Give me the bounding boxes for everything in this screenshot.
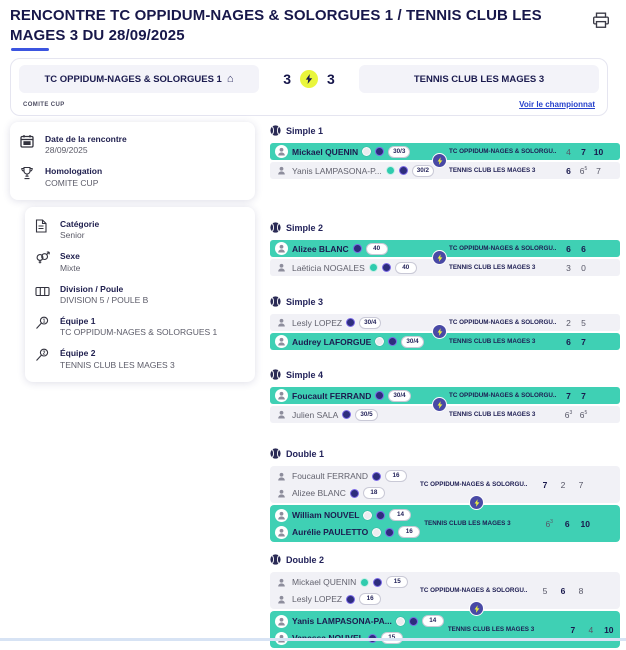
- match-section-double-2: [270, 553, 620, 650]
- person-icon: [275, 615, 288, 628]
- person-icon: [275, 509, 288, 522]
- match-label: Simple 4: [286, 370, 324, 380]
- document-icon: [35, 218, 51, 241]
- person-icon: [275, 242, 288, 255]
- racket-2-icon: [35, 347, 51, 370]
- medal-badge-icon: [409, 617, 418, 626]
- person-icon: [275, 335, 288, 348]
- set-score: 7: [570, 624, 576, 635]
- person-icon: [275, 576, 288, 589]
- set-score: 7: [578, 479, 584, 490]
- doubles-side[interactable]: [270, 572, 620, 609]
- player-name: Yanis LAMPASONA-P...: [292, 165, 382, 176]
- row-team-name: TC OPPIDUM-NAGES & SOLORGU..: [449, 245, 557, 252]
- set-score: 6: [560, 585, 566, 596]
- team1-score: 3: [283, 71, 291, 87]
- team-info-card: [25, 207, 255, 382]
- match-section-simple-1: [270, 124, 620, 181]
- match-label: Double 1: [286, 449, 325, 459]
- tennis-ball-icon: [270, 554, 281, 567]
- row-team-name: TENNIS CLUB LES MAGES 3: [447, 626, 535, 633]
- set-score: 6: [564, 518, 570, 529]
- match-label: Double 2: [286, 555, 325, 565]
- set-score: 2: [566, 317, 571, 328]
- calendar-icon: [20, 133, 36, 156]
- person-icon: [275, 487, 288, 500]
- set-score: 8: [578, 585, 584, 596]
- set-score: 6: [566, 165, 571, 176]
- row-team-name: TENNIS CLUB LES MAGES 3: [449, 264, 536, 271]
- set-score: 6: [566, 336, 571, 347]
- championship-link[interactable]: Voir le championnat: [519, 100, 595, 109]
- division-value: DIVISION 5 / POULE B: [60, 295, 149, 306]
- set-score: 7: [542, 479, 548, 490]
- player-name: Audrey LAFORGUE: [292, 336, 372, 347]
- rating-badge: 40: [395, 262, 417, 274]
- match-header: [270, 124, 620, 138]
- team2-value: TENNIS CLUB LES MAGES 3: [60, 359, 175, 370]
- category-label: Catégorie: [60, 219, 100, 229]
- doubles-side[interactable]: [270, 505, 620, 542]
- medal-badge-icon: [388, 337, 397, 346]
- division-icon: [35, 283, 51, 306]
- tennis-ball-icon: [270, 222, 281, 235]
- row-team-name: TC OPPIDUM-NAGES & SOLORGU..: [449, 319, 557, 326]
- medal-badge-icon: [346, 318, 355, 327]
- row-team-name: TENNIS CLUB LES MAGES 3: [449, 167, 536, 174]
- set-score: 7: [581, 336, 586, 347]
- player-name: Mickael QUENIN: [292, 146, 359, 157]
- medal-badge-icon: [382, 263, 391, 272]
- row-team-name: TC OPPIDUM-NAGES & SOLORGU..: [420, 481, 528, 488]
- scoreboard-card: [10, 58, 608, 116]
- match-header: [270, 295, 620, 309]
- rating-badge: 18: [363, 487, 385, 499]
- row-team-name: TC OPPIDUM-NAGES & SOLORGU..: [420, 587, 528, 594]
- versus-bolt-icon: [432, 153, 447, 168]
- page-title: RENCONTRE TC OPPIDUM-NAGES & SOLORGUES 1 / TENNIS CLUB LES MAGES 3 DU 28/09/2025: [10, 7, 542, 44]
- svg-text:1: 1: [42, 318, 46, 325]
- person-icon: [275, 145, 288, 158]
- set-score: 6: [566, 243, 571, 254]
- player-name: Alizee BLANC: [292, 243, 349, 254]
- medal-badge-icon: [362, 147, 371, 156]
- person-icon: [275, 408, 288, 421]
- division-label: Division / Poule: [60, 283, 124, 294]
- person-icon: [275, 470, 288, 483]
- team1-value: TC OPPIDUM-NAGES & SOLORGUES 1: [60, 327, 218, 338]
- tennis-ball-icon: [270, 296, 281, 309]
- versus-bolt-icon: [469, 495, 484, 510]
- match-section-simple-3: [270, 295, 620, 352]
- set-score: 7: [581, 390, 586, 401]
- set-score: $6^5$: [579, 409, 588, 420]
- medal-badge-icon: [372, 528, 381, 537]
- rating-badge: 30/5: [355, 409, 377, 421]
- match-header: [270, 553, 620, 567]
- player-name: Mickael QUENIN: [292, 577, 357, 587]
- row-team-name: TENNIS CLUB LES MAGES 3: [449, 411, 536, 418]
- home-icon: ⌂: [226, 72, 234, 85]
- tennis-ball-icon: [270, 125, 281, 138]
- medal-badge-icon: [376, 511, 385, 520]
- svg-text:2: 2: [42, 350, 46, 357]
- matches-column: [270, 122, 620, 641]
- person-icon: [275, 389, 288, 402]
- row-team-name: TENNIS CLUB LES MAGES 3: [424, 520, 511, 527]
- match-section-double-1: [270, 447, 620, 544]
- player-name: William NOUVEL: [292, 510, 360, 520]
- rating-badge: 30/4: [359, 317, 381, 329]
- versus-bolt-icon: [432, 397, 447, 412]
- rating-badge: 16: [385, 470, 407, 482]
- versus-bolt-icon: [469, 601, 484, 616]
- rating-badge: 14: [389, 509, 411, 521]
- set-score: $6^5$: [579, 165, 588, 176]
- player-name: Aurélie PAULETTO: [292, 527, 369, 537]
- set-score: 7: [581, 146, 586, 157]
- set-score: 4: [566, 146, 571, 157]
- sex-label: Sexe: [60, 251, 80, 262]
- scoreboard-team2: [359, 65, 599, 93]
- set-score: 10: [580, 518, 590, 529]
- medal-badge-icon: [369, 263, 378, 272]
- versus-bolt-icon: [432, 250, 447, 265]
- versus-bolt-icon: [432, 324, 447, 339]
- team1-label: Équipe 1: [60, 316, 96, 327]
- rating-badge: 30/2: [412, 165, 434, 177]
- person-icon: [275, 526, 288, 539]
- team1-name: TC OPPIDUM-NAGES & SOLORGUES 1: [44, 73, 222, 85]
- rating-badge: 30/3: [388, 146, 410, 158]
- match-header: [270, 368, 620, 382]
- set-score: 7: [566, 390, 571, 401]
- medal-badge-icon: [385, 528, 394, 537]
- set-score: 2: [560, 479, 566, 490]
- match-header: [270, 447, 620, 461]
- lightning-bolt-icon: [300, 70, 318, 88]
- player-name: Alizee BLANC: [292, 488, 346, 498]
- rating-badge: 30/4: [401, 336, 423, 348]
- homologation-label: Homologation: [45, 166, 103, 177]
- match-header: [270, 221, 620, 235]
- medal-badge-icon: [360, 578, 369, 587]
- set-score: 6: [581, 243, 586, 254]
- racket-1-icon: [35, 315, 51, 338]
- medal-badge-icon: [375, 337, 384, 346]
- match-label: Simple 2: [286, 223, 324, 233]
- title-underline: [11, 48, 49, 51]
- tennis-ball-icon: [270, 369, 281, 382]
- set-score: 0: [581, 262, 586, 273]
- medal-badge-icon: [399, 166, 408, 175]
- medal-badge-icon: [375, 147, 384, 156]
- medal-badge-icon: [373, 578, 382, 587]
- medal-badge-icon: [350, 489, 359, 498]
- set-score: 4: [588, 624, 594, 635]
- rating-badge: 16: [359, 593, 381, 605]
- match-label: Simple 1: [286, 126, 324, 136]
- rating-badge: 40: [366, 243, 388, 255]
- print-icon[interactable]: [592, 12, 610, 29]
- player-name: Foucault FERRAND: [292, 390, 372, 401]
- person-icon: [275, 261, 288, 274]
- gender-icon: [35, 250, 51, 273]
- set-score: $6^3$: [564, 409, 573, 420]
- player-name: Laëticia NOGALES: [292, 262, 365, 273]
- medal-badge-icon: [342, 410, 351, 419]
- medal-badge-icon: [386, 166, 395, 175]
- homologation-value: COMITE CUP: [45, 177, 99, 188]
- category-value: Senior: [60, 230, 85, 241]
- medal-badge-icon: [372, 472, 381, 481]
- player-name: Lesly LOPEZ: [292, 594, 343, 604]
- competition-label: COMITE CUP: [23, 101, 65, 108]
- person-icon: [275, 316, 288, 329]
- rating-badge: 15: [386, 576, 408, 588]
- medal-badge-icon: [346, 595, 355, 604]
- team2-score: 3: [327, 71, 335, 87]
- player-name: Foucault FERRAND: [292, 471, 369, 481]
- trophy-icon: [20, 165, 36, 188]
- set-score: 5: [581, 317, 586, 328]
- set-score: 3: [566, 262, 571, 273]
- rating-badge: 16: [398, 526, 420, 538]
- match-section-simple-4: [270, 368, 620, 425]
- scoreboard-team1: [19, 65, 259, 93]
- date-value: 28/09/2025: [45, 145, 88, 156]
- player-name: Julien SALA: [292, 409, 339, 420]
- medal-badge-icon: [396, 617, 405, 626]
- row-team-name: TC OPPIDUM-NAGES & SOLORGU..: [449, 392, 557, 399]
- date-label: Date de la rencontre: [45, 134, 127, 144]
- medal-badge-icon: [353, 244, 362, 253]
- match-section-simple-2: [270, 221, 620, 278]
- medal-badge-icon: [375, 391, 384, 400]
- player-name: Yanis LAMPASONA-PA...: [292, 616, 392, 626]
- person-icon: [275, 593, 288, 606]
- match-info-card: [10, 122, 255, 200]
- set-score: $6^3$: [545, 518, 553, 529]
- tennis-ball-icon: [270, 448, 281, 461]
- row-team-name: TC OPPIDUM-NAGES & SOLORGU..: [449, 148, 557, 155]
- team2-name: TENNIS CLUB LES MAGES 3: [413, 73, 545, 85]
- doubles-side[interactable]: [270, 466, 620, 503]
- match-label: Simple 3: [286, 297, 324, 307]
- sex-value: Mixte: [60, 262, 81, 273]
- rating-badge: 30/4: [388, 390, 410, 402]
- team2-label: Équipe 2: [60, 348, 96, 359]
- set-score: 10: [604, 624, 614, 635]
- doubles-side[interactable]: [270, 611, 620, 648]
- set-score: 10: [593, 146, 604, 157]
- player-name: Lesly LOPEZ: [292, 317, 343, 328]
- set-score: 7: [596, 165, 601, 176]
- rating-badge: 14: [422, 615, 444, 627]
- set-score: 5: [542, 585, 548, 596]
- medal-badge-icon: [363, 511, 372, 520]
- row-team-name: TENNIS CLUB LES MAGES 3: [449, 338, 536, 345]
- person-icon: [275, 164, 288, 177]
